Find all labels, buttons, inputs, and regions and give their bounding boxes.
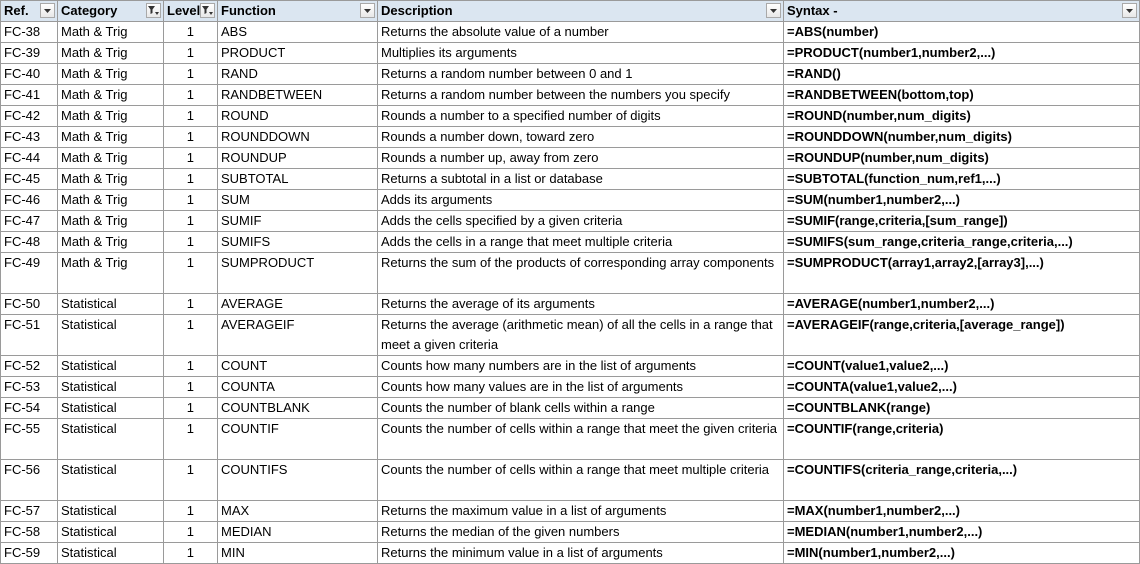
cell-level[interactable]: 1: [164, 460, 218, 501]
cell-function[interactable]: COUNTBLANK: [218, 398, 378, 419]
table-row: [1, 501, 1140, 522]
cell-ref[interactable]: FC-57: [1, 501, 58, 522]
table-row: [1, 543, 1140, 564]
cell-description[interactable]: Adds its arguments: [378, 190, 784, 211]
cell-category[interactable]: Math & Trig: [58, 190, 164, 211]
cell-description[interactable]: Returns the average of its arguments: [378, 294, 784, 315]
cell-description[interactable]: Returns a random number between the numbers you specify: [378, 85, 784, 106]
table-row: [1, 22, 1140, 43]
cell-ref[interactable]: FC-44: [1, 148, 58, 169]
table-row: [1, 377, 1140, 398]
table-row: [1, 398, 1140, 419]
cell-syntax[interactable]: =RANDBETWEEN(bottom,top): [784, 85, 1140, 106]
cell-syntax[interactable]: =MEDIAN(number1,number2,...): [784, 522, 1140, 543]
cell-level[interactable]: 1: [164, 64, 218, 85]
cell-function[interactable]: MEDIAN: [218, 522, 378, 543]
cell-category[interactable]: Statistical: [58, 377, 164, 398]
cell-level[interactable]: 1: [164, 315, 218, 356]
header-label: Function: [221, 3, 276, 18]
cell-description[interactable]: Returns the absolute value of a number: [378, 22, 784, 43]
cell-syntax[interactable]: =PRODUCT(number1,number2,...): [784, 43, 1140, 64]
cell-category[interactable]: Math & Trig: [58, 253, 164, 294]
cell-level[interactable]: 1: [164, 148, 218, 169]
cell-function[interactable]: ROUNDDOWN: [218, 127, 378, 148]
cell-syntax[interactable]: =MAX(number1,number2,...): [784, 501, 1140, 522]
cell-ref[interactable]: FC-42: [1, 106, 58, 127]
header-syntax[interactable]: [784, 1, 1140, 22]
cell-level[interactable]: 1: [164, 190, 218, 211]
table-row: [1, 419, 1140, 460]
cell-level[interactable]: 1: [164, 211, 218, 232]
cell-function[interactable]: SUBTOTAL: [218, 169, 378, 190]
cell-function[interactable]: COUNT: [218, 356, 378, 377]
cell-syntax[interactable]: =SUBTOTAL(function_num,ref1,...): [784, 169, 1140, 190]
cell-function[interactable]: MIN: [218, 543, 378, 564]
cell-category[interactable]: Statistical: [58, 460, 164, 501]
cell-function[interactable]: COUNTIF: [218, 419, 378, 460]
cell-ref[interactable]: FC-49: [1, 253, 58, 294]
cell-category[interactable]: Statistical: [58, 419, 164, 460]
cell-description[interactable]: Counts how many numbers are in the list of arguments: [378, 356, 784, 377]
header-label: Category: [61, 3, 118, 18]
cell-level[interactable]: 1: [164, 106, 218, 127]
cell-description[interactable]: Returns the maximum value in a list of arguments: [378, 501, 784, 522]
cell-category[interactable]: Math & Trig: [58, 43, 164, 64]
cell-description[interactable]: Adds the cells in a range that meet multiple criteria: [378, 232, 784, 253]
cell-ref[interactable]: FC-48: [1, 232, 58, 253]
cell-category[interactable]: Math & Trig: [58, 169, 164, 190]
header-label: Description: [381, 3, 453, 18]
cell-level[interactable]: 1: [164, 22, 218, 43]
table-row: [1, 85, 1140, 106]
table-row: [1, 294, 1140, 315]
cell-function[interactable]: AVERAGEIF: [218, 315, 378, 356]
cell-level[interactable]: 1: [164, 253, 218, 294]
cell-function[interactable]: RANDBETWEEN: [218, 85, 378, 106]
cell-category[interactable]: Math & Trig: [58, 232, 164, 253]
cell-ref[interactable]: FC-59: [1, 543, 58, 564]
cell-function[interactable]: ROUNDUP: [218, 148, 378, 169]
cell-level[interactable]: 1: [164, 419, 218, 460]
header-category[interactable]: [58, 1, 164, 22]
cell-syntax[interactable]: =SUM(number1,number2,...): [784, 190, 1140, 211]
cell-level[interactable]: 1: [164, 169, 218, 190]
cell-function[interactable]: RAND: [218, 64, 378, 85]
cell-level[interactable]: 1: [164, 85, 218, 106]
cell-description[interactable]: Adds the cells specified by a given criteria: [378, 211, 784, 232]
cell-ref[interactable]: FC-43: [1, 127, 58, 148]
table-row: [1, 106, 1140, 127]
cell-description[interactable]: Counts how many values are in the list of arguments: [378, 377, 784, 398]
cell-category[interactable]: Math & Trig: [58, 127, 164, 148]
cell-ref[interactable]: FC-46: [1, 190, 58, 211]
cell-level[interactable]: 1: [164, 377, 218, 398]
cell-syntax[interactable]: =COUNT(value1,value2,...): [784, 356, 1140, 377]
cell-category[interactable]: Math & Trig: [58, 211, 164, 232]
table-row: [1, 127, 1140, 148]
cell-category[interactable]: Statistical: [58, 501, 164, 522]
cell-function[interactable]: MAX: [218, 501, 378, 522]
header-label: Ref.: [4, 3, 29, 18]
cell-level[interactable]: 1: [164, 501, 218, 522]
cell-description[interactable]: Rounds a number down, toward zero: [378, 127, 784, 148]
cell-level[interactable]: 1: [164, 398, 218, 419]
cell-ref[interactable]: FC-45: [1, 169, 58, 190]
cell-category[interactable]: Math & Trig: [58, 106, 164, 127]
cell-level[interactable]: 1: [164, 294, 218, 315]
cell-description[interactable]: Returns a random number between 0 and 1: [378, 64, 784, 85]
cell-syntax[interactable]: =COUNTA(value1,value2,...): [784, 377, 1140, 398]
cell-syntax[interactable]: =SUMIFS(sum_range,criteria_range,criteria,...): [784, 232, 1140, 253]
table-row: [1, 356, 1140, 377]
cell-ref[interactable]: FC-56: [1, 460, 58, 501]
cell-ref[interactable]: FC-52: [1, 356, 58, 377]
header-label: Level: [167, 3, 201, 18]
header-function[interactable]: [218, 1, 378, 22]
table-row: [1, 211, 1140, 232]
cell-level[interactable]: 1: [164, 522, 218, 543]
cell-ref[interactable]: FC-54: [1, 398, 58, 419]
cell-category[interactable]: Math & Trig: [58, 64, 164, 85]
cell-description[interactable]: Returns the average (arithmetic mean) of all the cells in a range that meet a given criteria: [378, 315, 784, 356]
dropdown-arrow-icon[interactable]: [40, 3, 55, 18]
cell-function[interactable]: PRODUCT: [218, 43, 378, 64]
cell-category[interactable]: Statistical: [58, 398, 164, 419]
header-row: [1, 1, 1140, 22]
cell-syntax[interactable]: =ABS(number): [784, 22, 1140, 43]
table-row: [1, 315, 1140, 356]
dropdown-arrow-icon[interactable]: [1122, 3, 1137, 18]
cell-description[interactable]: Returns the minimum value in a list of arguments: [378, 543, 784, 564]
cell-category[interactable]: Statistical: [58, 315, 164, 356]
cell-level[interactable]: 1: [164, 43, 218, 64]
filter-active-icon[interactable]: [146, 3, 161, 18]
cell-ref[interactable]: FC-51: [1, 315, 58, 356]
cell-function[interactable]: ABS: [218, 22, 378, 43]
dropdown-arrow-icon[interactable]: [766, 3, 781, 18]
cell-ref[interactable]: FC-38: [1, 22, 58, 43]
cell-function[interactable]: COUNTA: [218, 377, 378, 398]
cell-ref[interactable]: FC-40: [1, 64, 58, 85]
filter-active-icon[interactable]: [200, 3, 215, 18]
cell-category[interactable]: Statistical: [58, 543, 164, 564]
cell-function[interactable]: AVERAGE: [218, 294, 378, 315]
table-row: [1, 148, 1140, 169]
cell-category[interactable]: Statistical: [58, 294, 164, 315]
cell-syntax[interactable]: =SUMIF(range,criteria,[sum_range]): [784, 211, 1140, 232]
header-level[interactable]: [164, 1, 218, 22]
cell-description[interactable]: Counts the number of cells within a range that meet the given criteria: [378, 419, 784, 460]
cell-function[interactable]: SUMPRODUCT: [218, 253, 378, 294]
cell-category[interactable]: Statistical: [58, 522, 164, 543]
cell-ref[interactable]: FC-39: [1, 43, 58, 64]
cell-category[interactable]: Math & Trig: [58, 22, 164, 43]
cell-level[interactable]: 1: [164, 127, 218, 148]
table-row: [1, 522, 1140, 543]
cell-description[interactable]: Returns the sum of the products of corresponding array components: [378, 253, 784, 294]
cell-description[interactable]: Counts the number of blank cells within a range: [378, 398, 784, 419]
cell-syntax[interactable]: =COUNTIFS(criteria_range,criteria,...): [784, 460, 1140, 501]
cell-description[interactable]: Multiplies its arguments: [378, 43, 784, 64]
cell-syntax[interactable]: =SUMPRODUCT(array1,array2,[array3],...): [784, 253, 1140, 294]
cell-syntax[interactable]: =RAND(): [784, 64, 1140, 85]
cell-function[interactable]: SUM: [218, 190, 378, 211]
cell-description[interactable]: Returns the median of the given numbers: [378, 522, 784, 543]
cell-ref[interactable]: FC-53: [1, 377, 58, 398]
table-row: [1, 460, 1140, 501]
cell-syntax[interactable]: =COUNTBLANK(range): [784, 398, 1140, 419]
cell-ref[interactable]: FC-50: [1, 294, 58, 315]
table-row: [1, 190, 1140, 211]
table-row: [1, 64, 1140, 85]
table-row: [1, 253, 1140, 294]
cell-ref[interactable]: FC-58: [1, 522, 58, 543]
cell-category[interactable]: Math & Trig: [58, 148, 164, 169]
cell-syntax[interactable]: =ROUNDUP(number,num_digits): [784, 148, 1140, 169]
cell-syntax[interactable]: =COUNTIF(range,criteria): [784, 419, 1140, 460]
cell-ref[interactable]: FC-47: [1, 211, 58, 232]
cell-function[interactable]: SUMIF: [218, 211, 378, 232]
table-row: [1, 169, 1140, 190]
cell-function[interactable]: ROUND: [218, 106, 378, 127]
cell-level[interactable]: 1: [164, 356, 218, 377]
cell-function[interactable]: COUNTIFS: [218, 460, 378, 501]
table-row: [1, 232, 1140, 253]
cell-category[interactable]: Statistical: [58, 356, 164, 377]
cell-syntax[interactable]: =AVERAGE(number1,number2,...): [784, 294, 1140, 315]
cell-description[interactable]: Rounds a number to a specified number of digits: [378, 106, 784, 127]
header-label: Syntax -: [787, 3, 838, 18]
cell-syntax[interactable]: =MIN(number1,number2,...): [784, 543, 1140, 564]
cell-description[interactable]: Rounds a number up, away from zero: [378, 148, 784, 169]
cell-ref[interactable]: FC-55: [1, 419, 58, 460]
header-ref[interactable]: [1, 1, 58, 22]
cell-function[interactable]: SUMIFS: [218, 232, 378, 253]
cell-description[interactable]: Counts the number of cells within a range that meet multiple criteria: [378, 460, 784, 501]
header-description[interactable]: [378, 1, 784, 22]
cell-syntax[interactable]: =AVERAGEIF(range,criteria,[average_range]): [784, 315, 1140, 356]
cell-level[interactable]: 1: [164, 543, 218, 564]
cell-syntax[interactable]: =ROUNDDOWN(number,num_digits): [784, 127, 1140, 148]
dropdown-arrow-icon[interactable]: [360, 3, 375, 18]
cell-syntax[interactable]: =ROUND(number,num_digits): [784, 106, 1140, 127]
cell-category[interactable]: Math & Trig: [58, 85, 164, 106]
table-row: [1, 43, 1140, 64]
cell-description[interactable]: Returns a subtotal in a list or database: [378, 169, 784, 190]
cell-ref[interactable]: FC-41: [1, 85, 58, 106]
cell-level[interactable]: 1: [164, 232, 218, 253]
